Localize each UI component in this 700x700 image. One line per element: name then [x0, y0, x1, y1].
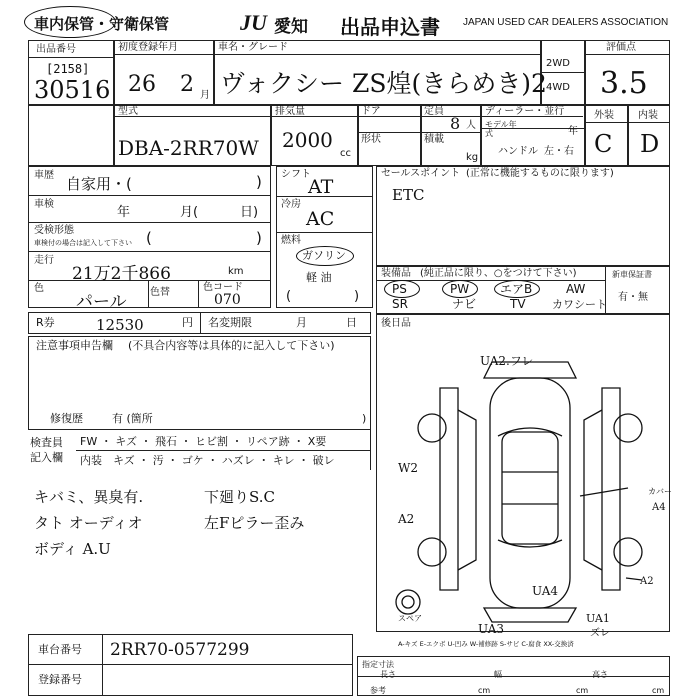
reg-no-label: 登録番号: [38, 673, 82, 686]
inspector-row1: FW ・ キズ ・ 飛石 ・ ヒビ割 ・ リペア跡 ・ X要: [80, 435, 327, 448]
tax-month: 月: [296, 316, 307, 329]
equip-ps-circle: [384, 280, 420, 298]
hei-label: 高さ: [592, 670, 608, 679]
inspector-row2-label: 内装: [80, 454, 102, 467]
repair-value: 有 (箇所: [112, 412, 153, 425]
cm-2: cm: [576, 686, 589, 695]
note-left-2: タト オーディオ: [34, 514, 143, 532]
load-label: 積載: [424, 134, 444, 145]
chassis-value: 2RR70-0577299: [110, 640, 250, 660]
inspector-row2: キズ ・ 汚 ・ ゴケ ・ ハズレ ・ キレ ・ 破レ: [113, 454, 335, 467]
mileage-unit: km: [228, 266, 244, 277]
lot-number: 30516: [34, 76, 111, 104]
handle-label: ハンドル: [498, 146, 538, 157]
r-value: 12530: [96, 316, 144, 334]
drive-2wd: 2WD: [546, 58, 570, 69]
disp-label: 排気量: [275, 106, 305, 117]
equip-pw: PW: [450, 282, 470, 296]
lot-label: 出品番号: [36, 44, 76, 55]
ext-grade: C: [594, 130, 613, 158]
reg-label: 初度登録年月: [118, 42, 178, 53]
fuel-paren-open: (: [286, 289, 292, 304]
dmg-a2-right: A2: [640, 576, 654, 587]
sales-note: (正常に機能するものに限ります): [466, 168, 614, 179]
color-code-label: 色コード: [203, 282, 243, 293]
r-unit: 円: [182, 316, 193, 329]
shape-label: 形状: [361, 134, 381, 145]
recolor-label: 色替: [150, 287, 170, 298]
ext-label: 外装: [594, 110, 614, 121]
recv-label: 受検形態: [34, 225, 74, 236]
insp-month: 月(: [180, 205, 199, 220]
equip-leather: カワシート: [552, 298, 607, 311]
header: [0, 0, 700, 40]
dmg-kabu: カバー: [648, 487, 672, 496]
equip-aw: AW: [566, 282, 586, 296]
cm-1: cm: [478, 686, 491, 695]
damage-legend: A-キズ E-エクボ U-凹み W-補修跡 S-サビ C-腐食 XX-交換済: [398, 640, 574, 648]
usage-value: 自家用・(: [66, 175, 132, 193]
load-unit: kg: [466, 152, 479, 163]
note-right-1: 下廻りS.C: [204, 488, 275, 506]
model-code: DBA-2RR70W: [118, 136, 259, 160]
rating-value: 3.5: [600, 66, 648, 101]
recv-paren-open: (: [146, 229, 152, 247]
color-code: 070: [214, 292, 241, 308]
aircon-value: AC: [306, 208, 335, 230]
notice-note: (不具合内容等は具体的に記入して下さい): [128, 339, 335, 352]
note-left-3: ボディ A.U: [34, 540, 111, 558]
cap-unit: 人: [466, 120, 476, 131]
reg-year: 26: [128, 72, 156, 97]
rating-label: 評価点: [606, 42, 636, 53]
header-org: 愛知: [274, 17, 308, 37]
sales-value: ETC: [392, 186, 425, 204]
shift-value: AT: [308, 176, 334, 198]
color-value: パール: [76, 292, 127, 312]
recv-note: 車検付の場合は記入して下さい: [34, 239, 132, 247]
assoc-name: JAPAN USED CAR DEALERS ASSOCIATION: [463, 17, 669, 28]
dmg-a4: A4: [652, 502, 666, 513]
equip-navi: ナビ: [452, 297, 477, 311]
insp-year: 年: [117, 205, 131, 220]
equip-ps: PS: [392, 282, 407, 296]
logo-mark: JU: [240, 10, 267, 35]
wid-label: 幅: [494, 670, 502, 679]
color-label: 色: [34, 283, 44, 294]
inspection-label: 車検: [34, 199, 54, 210]
fuel-diesel: 軽 油: [306, 271, 332, 284]
fuel-paren-close: ): [354, 289, 360, 304]
lot-sub: [2158]: [46, 62, 90, 76]
insp-day: 日): [240, 205, 259, 220]
doc-title: 出品申込書: [340, 15, 440, 39]
fuel-label: 燃料: [281, 235, 301, 246]
dealer-label: ディーラー・並行: [485, 106, 565, 117]
recv-paren-close: ): [256, 229, 262, 247]
int-grade: D: [640, 130, 660, 158]
spec-label: 指定寸法: [362, 660, 394, 669]
note-left-1: キバミ、異臭有.: [34, 488, 144, 506]
equip-sr: SR: [392, 297, 408, 311]
tax-day: 日: [346, 316, 357, 329]
reg-month: 2: [180, 72, 194, 97]
r-label: R券: [36, 316, 55, 329]
len-label: 長さ: [380, 670, 396, 679]
dmg-ua3: UA3: [478, 622, 505, 636]
chassis-label: 車台番号: [38, 643, 82, 656]
model-label: 型式: [118, 106, 138, 117]
equip-tv: TV: [510, 297, 526, 311]
fuel-gas: ガソリン: [302, 249, 346, 262]
dmg-w2: W2: [398, 461, 418, 475]
dmg-ua1-sub: ズレ: [590, 628, 610, 639]
later-label: 後日品: [381, 318, 411, 329]
int-label: 内装: [638, 110, 658, 121]
note-right-2: 左Fピラー歪み: [204, 514, 305, 532]
name-label: 車名・グレード: [218, 42, 288, 53]
dmg-a2-left: A2: [398, 512, 415, 526]
door-label: ドア: [361, 106, 381, 117]
sales-point-box: [376, 166, 670, 266]
cap-label: 定員: [424, 106, 444, 117]
reg-unit: 月: [200, 90, 210, 101]
dmg-ua4: UA4: [532, 584, 559, 598]
spare-label: スペア: [398, 614, 422, 623]
year-label: モデル年式: [485, 120, 517, 138]
drive-4wd: 4WD: [546, 82, 570, 93]
equip-airbag: エアB: [500, 282, 533, 296]
usage-close: ): [256, 173, 262, 191]
capacity: 8: [450, 114, 461, 133]
car-name: ヴォクシー ZS煌(きらめき)2: [220, 69, 547, 98]
new-cert-value: 有・無: [618, 292, 648, 303]
year-unit: 年: [568, 126, 578, 137]
equip-label: 装備品: [381, 268, 411, 279]
new-cert-label: 新車保証書: [612, 270, 652, 279]
sales-label: セールスポイント: [381, 168, 461, 179]
header-badge: 車内保管・守衛保管: [34, 15, 170, 33]
ref-label: 参考: [370, 686, 386, 695]
repair-close: ): [362, 412, 367, 425]
dmg-top: UA2.フレ: [480, 354, 534, 368]
mileage-label: 走行: [34, 255, 54, 266]
aircon-label: 冷房: [281, 199, 301, 210]
mileage-value: 21万2千866: [72, 264, 171, 284]
equip-airbag-circle: [494, 280, 540, 298]
inspector-label2: 記入欄: [30, 451, 63, 464]
usage-label: 車歴: [34, 170, 54, 181]
handle-value: 左・右: [544, 146, 574, 157]
displacement: 2000: [282, 128, 333, 152]
equip-pw-circle: [442, 280, 478, 298]
repair-label: 修復歴: [50, 412, 83, 425]
equip-note: (純正品に限り、○をつけて下さい): [420, 268, 577, 279]
shift-label: シフト: [281, 169, 311, 180]
inspector-label1: 検査員: [30, 436, 63, 449]
name-change-label: 名変期限: [208, 316, 252, 329]
disp-unit: cc: [340, 148, 351, 159]
cm-3: cm: [652, 686, 665, 695]
notice-label: 注意事項申告欄: [36, 339, 113, 352]
car-diagram: [380, 340, 670, 630]
dmg-ua1: UA1: [586, 612, 610, 625]
